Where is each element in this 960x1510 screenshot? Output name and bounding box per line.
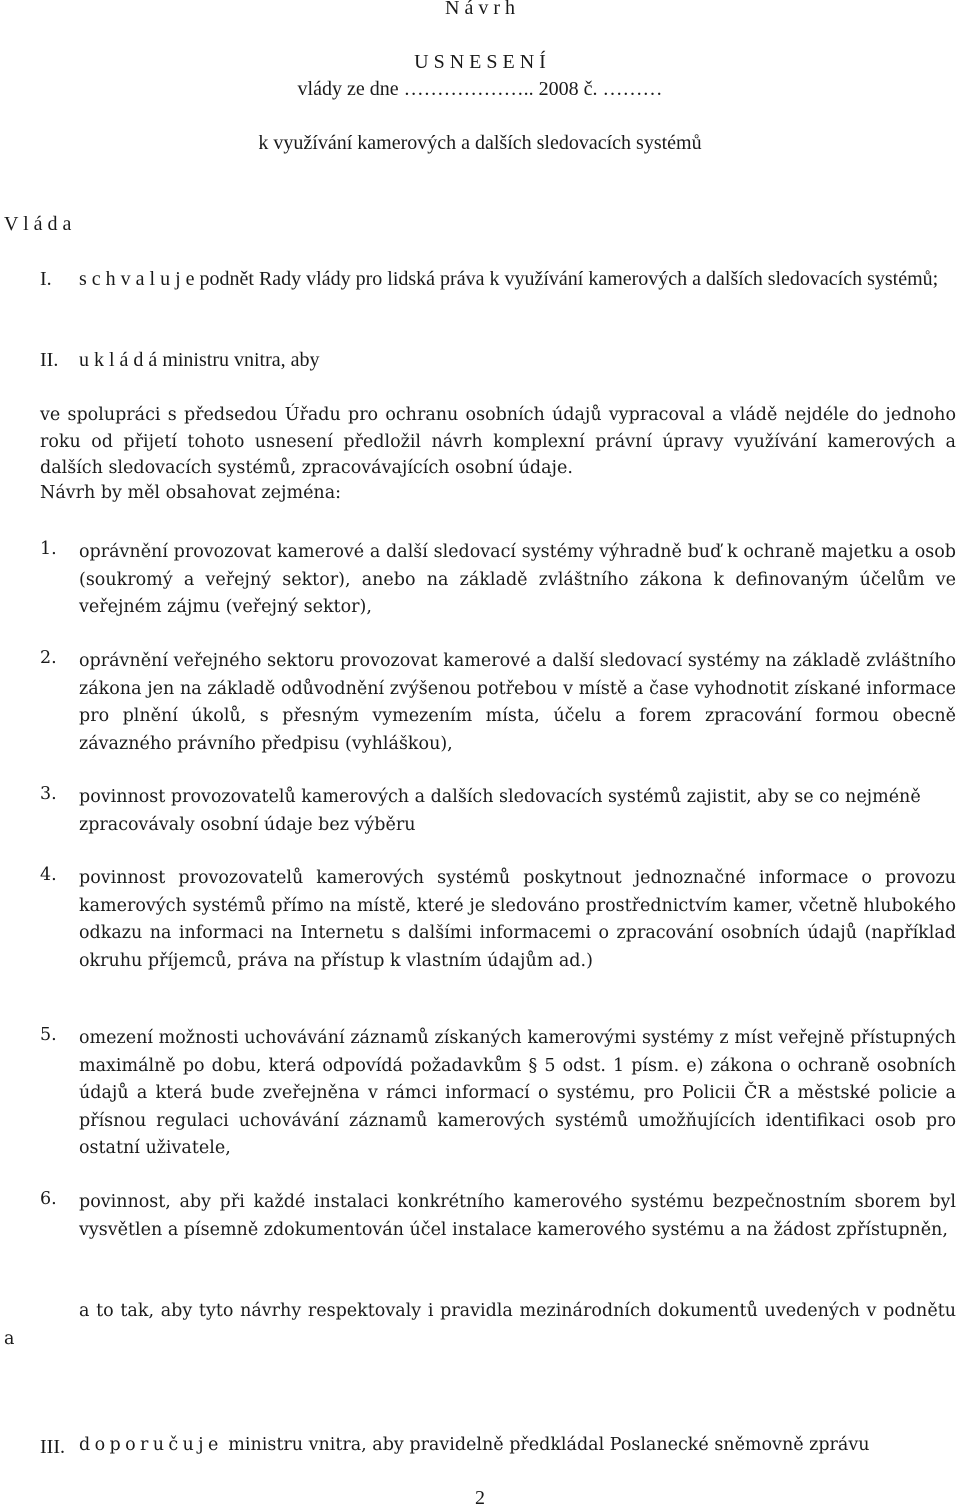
item-5-text: omezení možnosti uchovávání záznamů získaných kamerovými systémy z míst veřejně přístupných maximálně po dobu, která odpovídá požadavkům § 5 odst. 1 písm. e) zákona o ochraně osobních údajů a která bude zveřejněna v rámci informací o systému, pro Policii ČR a městské policie a přísnou regulaci uchovávání záznamů kamerových systémů umožňujících identifikaci osob pro ostatní uživatele, xyxy=(79,1028,956,1158)
resolution-title: U S N E S E N Í xyxy=(414,51,546,73)
section-3-verb: doporučuje xyxy=(79,1435,223,1455)
section-1-body xyxy=(79,266,956,293)
section-2-heading xyxy=(79,349,320,372)
section-2-closing: a to tak, aby tyto návrhy respektovaly i pravidla mezinárodních dokumentů uvedených v podnětu a xyxy=(4,1301,956,1349)
item-4-number: 4. xyxy=(40,865,57,885)
section-2-intro: ve spolupráci s předsedou Úřadu pro ochranu osobních údajů vypracoval a vládě nejdéle do jednoho roku od přijetí tohoto usnesení předložil návrh komplexní právní úpravy využívání kamerových a dalších sledovacích systémů, zpracovávajících osobní údaje. xyxy=(40,405,956,478)
section-2-intro-2: Návrh by měl obsahovat zejména: xyxy=(40,483,342,503)
government-heading: V l á d a xyxy=(4,213,72,235)
section-3-number: III. xyxy=(40,1436,65,1458)
item-6-text: povinnost, aby při každé instalaci konkrétního kamerového systému bezpečnostním sborem byl vysvětlen a písemně zdokumentován účel instalace kamerového systému a na žádost zpřístupněn, xyxy=(79,1192,956,1240)
section-3-heading xyxy=(79,1435,870,1455)
item-1-number: 1. xyxy=(40,539,57,559)
section-2-verb: u k l á d á xyxy=(79,349,158,371)
item-2-number: 2. xyxy=(40,648,57,668)
section-3-text: ministru vnitra, aby pravidelně předkládal Poslanecké sněmovně zprávu xyxy=(228,1435,870,1455)
item-6-number: 6. xyxy=(40,1189,57,1209)
resolution-subject: k využívání kamerových a dalších sledovacích systémů xyxy=(258,132,702,154)
resolution-date-line: vlády ze dne ……………….. 2008 č. ……… xyxy=(297,78,663,100)
item-3-text: povinnost provozovatelů kamerových a dalších sledovacích systémů zajistit, aby se co nejméně zpracovávaly osobní údaje bez výběru xyxy=(79,787,921,835)
section-1-verb: s c h v a l u j e xyxy=(79,268,195,290)
page-number: 2 xyxy=(475,1487,485,1509)
item-3-number: 3. xyxy=(40,784,57,804)
item-4-text: povinnost provozovatelů kamerových systémů poskytnout jednoznačné informace o provozu kamerových systémů přímo na místě, které je sledováno prostřednictvím kamer, včetně hlubokého odkazu na informaci na Internetu s dalšími informacemi o zpracování osobních údajů (například okruhu příjemců, práva na přístup k vlastním údajům ad.) xyxy=(79,868,956,971)
section-2-text: ministru vnitra, aby xyxy=(162,349,320,371)
section-2-number: II. xyxy=(40,349,59,371)
draft-label: N á v r h xyxy=(445,0,515,19)
section-1-number: I. xyxy=(40,268,52,290)
section-1-text: podnět Rady vlády pro lidská práva k využívání kamerových a dalších sledovacích systémů; xyxy=(199,268,939,290)
item-5-number: 5. xyxy=(40,1025,57,1045)
item-1-text: oprávnění provozovat kamerové a další sledovací systémy výhradně buď k ochraně majetku a osob (soukromý a veřejný sektor), anebo na základě zvláštního zákona k definovaným účelům ve veřejném zájmu (veřejný sektor), xyxy=(79,542,956,617)
item-2-text: oprávnění veřejného sektoru provozovat kamerové a další sledovací systémy na základě zvláštního zákona jen na základě odůvodnění zvýšenou potřebou v místě a čase vyhodnotit získané informace pro plnění úkolů, s přesným vymezením místa, účelu a forem zpracování formou obecně závazného právního předpisu (vyhláškou), xyxy=(79,651,956,754)
